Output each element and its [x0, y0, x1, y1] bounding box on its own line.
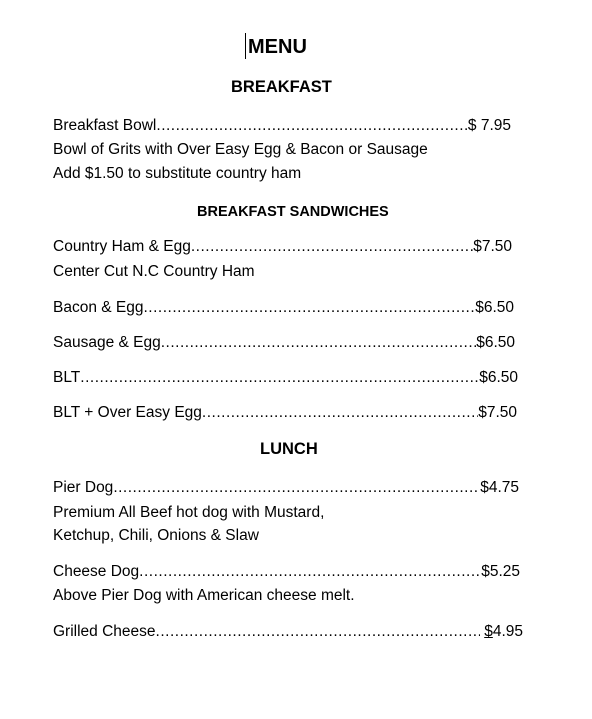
- dot-leader: [143, 298, 475, 318]
- item-price: $4.75: [480, 479, 519, 496]
- item-description: Premium All Beef hot dog with Mustard,: [53, 504, 325, 521]
- item-name: Pier Dog: [53, 479, 114, 496]
- item-price: $6.50: [475, 299, 514, 316]
- menu-item-grilled-cheese: [53, 622, 523, 642]
- dot-leader: [191, 237, 473, 257]
- dot-leader: [161, 333, 476, 353]
- breakfast-sandwiches-heading: BREAKFAST SANDWICHES: [197, 204, 389, 220]
- price-amount: 4.95: [492, 623, 523, 640]
- item-price: $7.50: [478, 404, 517, 421]
- item-name: Cheese Dog: [53, 563, 140, 580]
- dot-leader: [202, 403, 478, 423]
- dot-leader: [80, 368, 479, 388]
- text-cursor: [245, 33, 246, 59]
- dot-leader: [156, 622, 480, 642]
- menu-item-blt-egg: [53, 403, 517, 423]
- item-name: Country Ham & Egg: [53, 238, 191, 255]
- item-name: Breakfast Bowl: [53, 117, 157, 134]
- item-price: [480, 622, 523, 642]
- menu-item-sausage-egg: [53, 333, 515, 353]
- item-description: Ketchup, Chili, Onions & Slaw: [53, 527, 259, 544]
- item-description: Bowl of Grits with Over Easy Egg & Bacon or Sausage: [53, 141, 428, 158]
- item-description: Center Cut N.C Country Ham: [53, 263, 255, 280]
- dot-leader: [113, 478, 480, 498]
- dot-leader: [139, 562, 481, 582]
- item-price: $6.50: [479, 369, 518, 386]
- menu-item-breakfast-bowl: [53, 116, 511, 136]
- item-name: Sausage & Egg: [53, 334, 161, 351]
- menu-item-bacon-egg: [53, 298, 514, 318]
- menu-item-pier-dog: [53, 478, 519, 498]
- item-description: Add $1.50 to substitute country ham: [53, 165, 302, 182]
- price-symbol: $: [484, 623, 493, 640]
- menu-item-blt: [53, 368, 518, 388]
- item-name: BLT + Over Easy Egg: [53, 404, 202, 421]
- menu-item-country-ham-egg: [53, 237, 512, 257]
- item-description: Above Pier Dog with American cheese melt.: [53, 587, 355, 604]
- lunch-heading: LUNCH: [260, 440, 318, 458]
- item-price: $5.25: [481, 563, 520, 580]
- item-price: $6.50: [476, 334, 515, 351]
- breakfast-heading: BREAKFAST: [231, 78, 332, 96]
- item-price: $7.50: [473, 238, 512, 255]
- item-name: BLT: [53, 369, 81, 386]
- item-name: Bacon & Egg: [53, 299, 144, 316]
- menu-item-cheese-dog: [53, 562, 520, 582]
- menu-title: MENU: [248, 36, 307, 58]
- item-name: Grilled Cheese: [53, 623, 156, 640]
- item-price: $ 7.95: [467, 117, 511, 134]
- dot-leader: [156, 116, 468, 136]
